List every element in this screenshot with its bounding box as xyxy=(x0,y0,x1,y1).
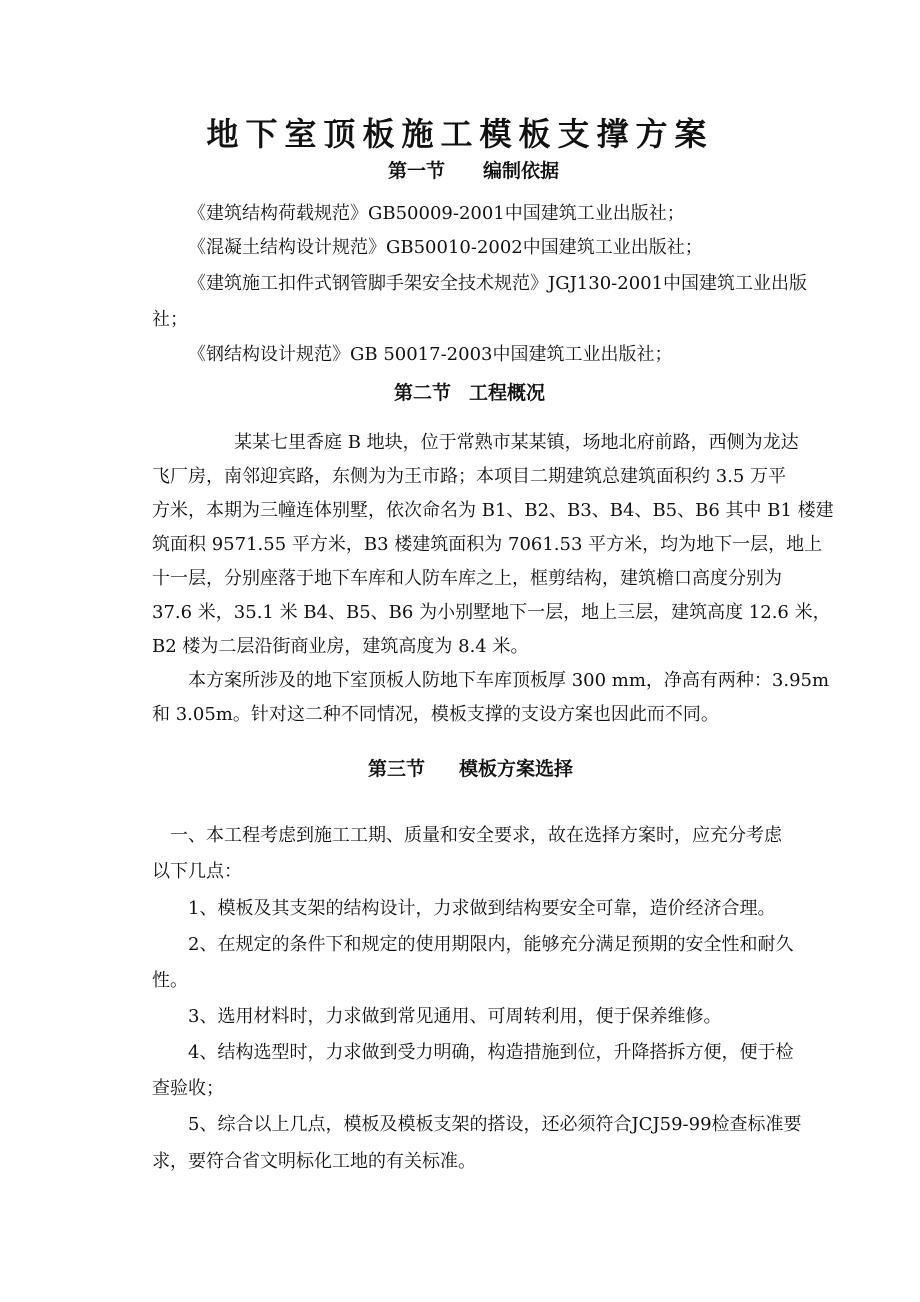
overview-line: 本方案所涉及的地下室顶板人防地下车库顶板厚 300 mm，净高有两种：3.95m xyxy=(188,670,830,691)
selection-line: 4、结构选型时，力求做到受力明确，构造措施到位，升降搭拆方便，便于检 xyxy=(188,1042,794,1063)
section-2-name: 工程概况 xyxy=(469,382,546,404)
selection-line: 1、模板及其支架的结构设计，力求做到结构要安全可靠，造价经济合理。 xyxy=(188,898,776,919)
reference-line: 《混凝土结构设计规范》GB50010-2002中国建筑工业出版社； xyxy=(188,237,703,258)
section-1-number: 第一节 xyxy=(388,160,446,182)
document-title: 地下室顶板施工模板支撑方案 xyxy=(206,115,714,153)
overview-line: 某某七里香庭 B 地块，位于常熟市某某镇，场地北府前路，西侧为龙达 xyxy=(234,432,799,453)
selection-line: 一、本工程考虑到施工工期、质量和安全要求，故在选择方案时，应充分考虑 xyxy=(170,825,782,846)
section-3-heading xyxy=(368,756,573,782)
selection-line: 以下几点： xyxy=(152,861,242,882)
selection-line: 5、综合以上几点，模板及模板支架的搭设，还必须符合JCJ59-99检查标准要 xyxy=(188,1114,802,1135)
section-3-name: 模板方案选择 xyxy=(459,758,574,780)
overview-line: 方米，本期为三幢连体别墅，依次命名为 B1、B2、B3、B4、B5、B6 其中 B1 楼建 xyxy=(152,500,834,521)
section-1-name: 编制依据 xyxy=(483,160,560,182)
overview-line: B2 楼为二层沿街商业房，建筑高度为 8.4 米。 xyxy=(152,636,529,657)
overview-line: 十一层，分别座落于地下车库和人防车库之上，框剪结构，建筑檐口高度分别为 xyxy=(152,568,782,589)
section-2-number: 第二节 xyxy=(394,382,452,404)
reference-line: 《建筑结构荷载规范》GB50009-2001中国建筑工业出版社； xyxy=(188,203,685,224)
selection-line: 性。 xyxy=(152,970,188,991)
section-1-heading xyxy=(388,158,559,184)
section-2-heading xyxy=(394,380,545,406)
overview-line: 37.6 米，35.1 米 B4、B5、B6 为小别墅地下一层，地上三层，建筑高度 12.6 米， xyxy=(152,602,831,623)
overview-line: 飞厂房，南邻迎宾路，东侧为为王市路；本项目二期建筑总建筑面积约 3.5 万平 xyxy=(152,466,787,487)
reference-line: 《钢结构设计规范》GB 50017-2003中国建筑工业出版社； xyxy=(188,344,673,365)
selection-line: 2、在规定的条件下和规定的使用期限内，能够充分满足预期的安全性和耐久 xyxy=(188,934,794,955)
overview-line: 筑面积 9571.55 平方米，B3 楼建筑面积为 7061.53 平方米，均为地下一层，地上 xyxy=(152,534,823,555)
overview-line: 和 3.05m。针对这二种不同情况，模板支撑的支设方案也因此而不同。 xyxy=(152,704,719,725)
section-3-number: 第三节 xyxy=(368,758,426,780)
selection-line: 求，要符合省文明标化工地的有关标准。 xyxy=(152,1151,476,1172)
selection-line: 3、选用材料时，力求做到常见通用、可周转利用，便于保养维修。 xyxy=(188,1006,722,1027)
reference-line: 《建筑施工扣件式钢管脚手架安全技术规范》JGJ130-2001中国建筑工业出版 xyxy=(188,273,808,294)
reference-line: 社； xyxy=(152,309,188,330)
selection-line: 查验收； xyxy=(152,1078,224,1099)
